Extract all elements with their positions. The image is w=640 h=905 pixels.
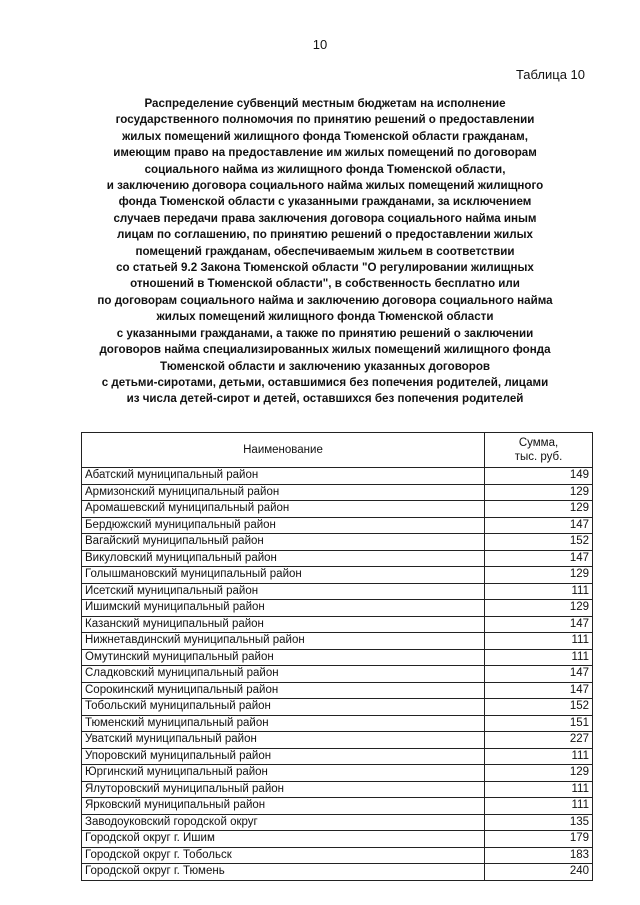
title-line: фонда Тюменской области с указанными гражданами, за исключением [118, 195, 532, 209]
row-name: Абатский муниципальный район [82, 468, 485, 485]
row-name: Ялуторовский муниципальный район [82, 781, 485, 798]
table-row [82, 550, 593, 567]
page-number: 10 [312, 37, 328, 52]
title-line: Тюменской области и заключению указанных договоров [159, 359, 491, 373]
row-name: Уватский муниципальный район [82, 732, 485, 749]
table-row [82, 715, 593, 732]
table-body [82, 468, 593, 881]
header-name: Наименование [82, 433, 485, 468]
table-row [82, 666, 593, 683]
row-name: Сорокинский муниципальный район [82, 682, 485, 699]
header-sum-line2: тыс. руб. [514, 451, 563, 463]
table-row [82, 765, 593, 782]
title-line: договоров найма специализированных жилых помещений жилищного фонда [99, 343, 551, 357]
row-name: Тобольский муниципальный район [82, 699, 485, 716]
row-sum: 129 [485, 484, 593, 501]
title-line: имеющим право на предоставление им жилых помещений по договорам [113, 146, 537, 160]
row-sum: 149 [485, 468, 593, 485]
title-line: жилых помещений жилищного фонда Тюменской области [156, 310, 494, 324]
document-title [70, 96, 580, 408]
row-name: Омутинский муниципальный район [82, 649, 485, 666]
table-row [82, 583, 593, 600]
title-line: социального найма из жилищного фонда Тюменской области, [144, 162, 506, 176]
row-name: Городской округ г. Тюмень [82, 864, 485, 881]
title-line: помещений гражданам, обеспечиваемым жильем в соответствии [135, 244, 515, 258]
table-row [82, 501, 593, 518]
row-name: Сладковский муниципальный район [82, 666, 485, 683]
table-row [82, 616, 593, 633]
header-sum-line1: Сумма, [518, 437, 559, 449]
row-sum: 111 [485, 583, 593, 600]
table-row [82, 814, 593, 831]
row-sum: 111 [485, 649, 593, 666]
title-line: лицам по соглашению, по принятию решений о предоставлении жилых [117, 228, 533, 242]
row-sum: 111 [485, 781, 593, 798]
row-sum: 135 [485, 814, 593, 831]
row-name: Казанский муниципальный район [82, 616, 485, 633]
row-name: Нижнетавдинский муниципальный район [82, 633, 485, 650]
row-sum: 152 [485, 699, 593, 716]
table-row [82, 567, 593, 584]
table-row [82, 633, 593, 650]
table-row [82, 699, 593, 716]
row-sum: 129 [485, 765, 593, 782]
row-name: Городской округ г. Ишим [82, 831, 485, 848]
header-sum [485, 433, 593, 468]
row-sum: 152 [485, 534, 593, 551]
row-sum: 111 [485, 798, 593, 815]
table-row [82, 484, 593, 501]
table-row [82, 831, 593, 848]
table-row [82, 468, 593, 485]
title-line: и заключению договора социального найма жилых помещений жилищного [106, 179, 544, 193]
row-sum: 129 [485, 567, 593, 584]
table-row [82, 864, 593, 881]
subvention-table [81, 432, 593, 881]
row-sum: 111 [485, 748, 593, 765]
table-row [82, 847, 593, 864]
table-row [82, 600, 593, 617]
title-line: Распределение субвенций местным бюджетам на исполнение [144, 97, 506, 110]
row-sum: 147 [485, 666, 593, 683]
table-row [82, 732, 593, 749]
row-sum: 147 [485, 682, 593, 699]
row-sum: 183 [485, 847, 593, 864]
table-row [82, 682, 593, 699]
table-row [82, 798, 593, 815]
row-sum: 179 [485, 831, 593, 848]
table-row [82, 748, 593, 765]
row-name: Тюменский муниципальный район [82, 715, 485, 732]
row-name: Упоровский муниципальный район [82, 748, 485, 765]
row-name: Ишимский муниципальный район [82, 600, 485, 617]
table-header-row [82, 433, 593, 468]
table-row [82, 517, 593, 534]
table-label: Таблица 10 [515, 67, 585, 82]
table-row [82, 781, 593, 798]
title-line: со статьей 9.2 Закона Тюменской области "О регулировании жилищных [116, 261, 534, 275]
row-name: Викуловский муниципальный район [82, 550, 485, 567]
row-sum: 147 [485, 517, 593, 534]
row-name: Вагайский муниципальный район [82, 534, 485, 551]
title-line: случаев передачи права заключения договора социального найма иным [113, 211, 537, 225]
row-sum: 227 [485, 732, 593, 749]
row-name: Городской округ г. Тобольск [82, 847, 485, 864]
row-sum: 151 [485, 715, 593, 732]
title-line: государственного полномочия по принятию решений о предоставлении [115, 113, 535, 127]
row-sum: 147 [485, 616, 593, 633]
row-name: Бердюжский муниципальный район [82, 517, 485, 534]
row-name: Заводоуковский городской округ [82, 814, 485, 831]
title-line: из числа детей-сирот и детей, оставшихся без попечения родителей [126, 392, 524, 406]
title-line: жилых помещений жилищного фонда Тюменской области гражданам, [122, 129, 528, 143]
title-line: с детьми-сиротами, детьми, оставшимися без попечения родителей, лицами [101, 375, 549, 389]
title-line: с указанными гражданами, а также по принятию решений о заключении [116, 326, 534, 340]
title-line: по договорам социального найма и заключению договора социального найма [97, 293, 553, 307]
row-name: Армизонский муниципальный район [82, 484, 485, 501]
title-line: отношений в Тюменской области", в собственность бесплатно или [130, 277, 520, 291]
row-name: Исетский муниципальный район [82, 583, 485, 600]
table-row [82, 534, 593, 551]
row-sum: 111 [485, 633, 593, 650]
row-sum: 240 [485, 864, 593, 881]
row-sum: 129 [485, 600, 593, 617]
row-name: Ярковский муниципальный район [82, 798, 485, 815]
row-sum: 147 [485, 550, 593, 567]
row-name: Юргинский муниципальный район [82, 765, 485, 782]
row-sum: 129 [485, 501, 593, 518]
row-name: Аромашевский муниципальный район [82, 501, 485, 518]
row-name: Голышмановский муниципальный район [82, 567, 485, 584]
table-row [82, 649, 593, 666]
